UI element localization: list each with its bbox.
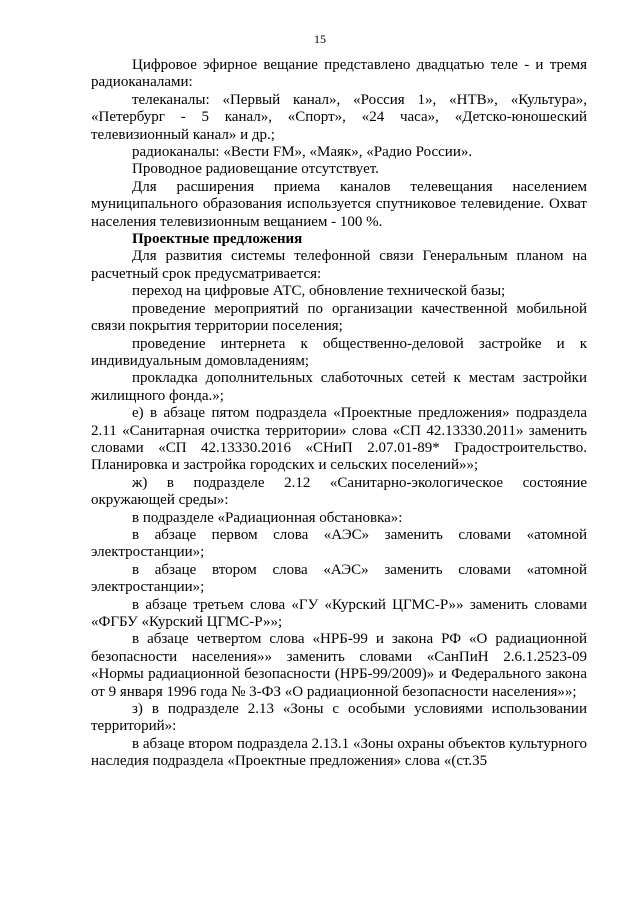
paragraph: в абзаце четвертом слова «НРБ-99 и закона РФ «О радиационной безопасности населения»» заменить словами «СанПиН 2.6.1.2523-09 «Нормы радиационной безопасности (НРБ-99/2009)» и Федерального закона от 9 января 1996 года № 3-ФЗ «О радиационной безопасности населения»»; [91,631,587,700]
paragraph: в абзаце первом слова «АЭС» заменить словами «атомной электростанции»; [91,526,587,561]
paragraph: з) в подразделе 2.13 «Зоны с особыми условиями использовании территорий»: [91,701,587,735]
paragraph: прокладка дополнительных слаботочных сетей к местам застройки жилищного фонда.»; [91,370,587,404]
paragraph: радиоканалы: «Вести FM», «Маяк», «Радио России». [132,144,473,161]
paragraph: переход на цифровые АТС, обновление технической базы; [132,283,506,300]
paragraph: в абзаце втором подраздела 2.13.1 «Зоны охраны объектов культурного наследия подраздела «Проектные предложения» слова «(ст.35 [91,735,587,770]
paragraph: в абзаце втором слова «АЭС» заменить словами «атомной электростанции»; [91,561,587,596]
document-body [91,57,587,771]
paragraph: проведение мероприятий по организации качественной мобильной связи покрытия территории поселения; [91,300,587,335]
paragraph: е) в абзаце пятом подраздела «Проектные предложения» подраздела 2.11 «Санитарная очистка территории» слова «СП 42.13330.2011» заменить словами «СП 42.13330.2016 «СНиП 2.07.01-89* Градостроительство. Планировка и застройка городских и сельских поселений»»; [91,405,587,474]
paragraph: Для развития системы телефонной связи Генеральным планом на расчетный срок предусматривается: [91,248,587,282]
paragraph: Цифровое эфирное вещание представлено двадцатью теле - и тремя радиоканалами: [91,57,587,91]
paragraph: Проводное радиовещание отсутствует. [132,161,379,178]
page-number: 15 [314,32,326,46]
paragraph: телеканалы: «Первый канал», «Россия 1», «НТВ», «Культура», «Петербург - 5 канал», «Спорт», «24 часа», «Детско-юношеский телевизионный канал» и др.; [91,91,587,143]
paragraph: Для расширения приема каналов телевещания населением муниципального образования используется спутниковое телевидение. Охват населения телевизионным вещанием - 100 %. [91,178,587,230]
section-heading: Проектные предложения [132,231,303,248]
paragraph: проведение интернета к общественно-деловой застройке и к индивидуальным домовладениям; [91,335,587,369]
paragraph: ж) в подразделе 2.12 «Санитарно-экологическое состояние окружающей среды»: [91,474,587,509]
paragraph: в абзаце третьем слова «ГУ «Курский ЦГМС-Р»» заменить словами «ФГБУ «Курский ЦГМС-Р»»; [91,596,587,630]
paragraph: в подразделе «Радиационная обстановка»: [132,509,403,526]
